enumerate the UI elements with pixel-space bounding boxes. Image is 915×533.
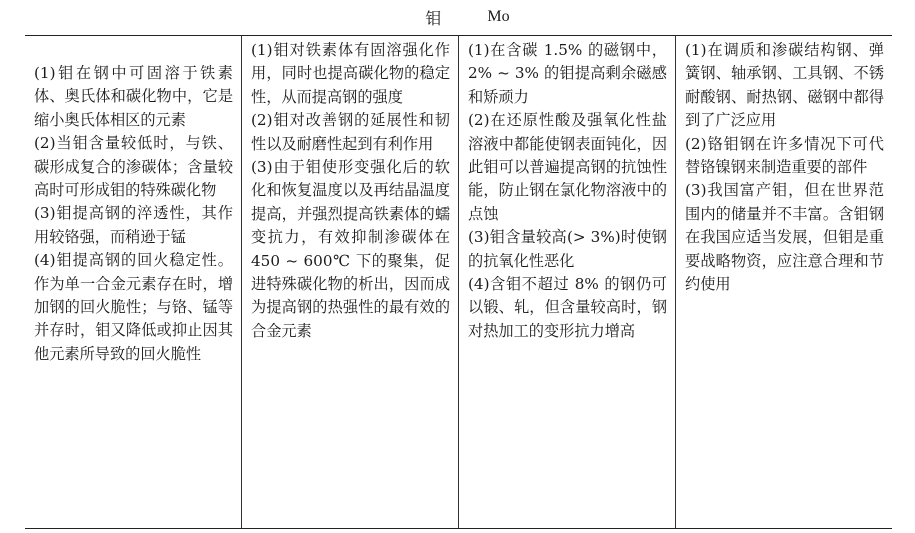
column-metallurgical-behavior [25, 36, 241, 528]
paragraph: (3)我国富产钼，但在世界范围内的储量并不丰富。含钼钢在我国应适当发展，但钼是重要战略物资，应注意合理和节约使用 [685, 181, 884, 294]
paragraph: (2)当钼含量较低时，与铁、碳形成复合的渗碳体；含量较高时可形成钼的特殊碳化物 [34, 134, 233, 200]
element-symbol: Mo [487, 8, 510, 25]
paragraph: (4)含钼不超过 8% 的钢仍可以锻、轧，但含量较高时，钢对热加工的变形抗力增高 [468, 275, 667, 340]
column-applications [675, 36, 892, 528]
paragraph: (1)在含碳 1.5% 的磁钢中，2% ~ 3% 的钼提高剩余磁感和矫顽力 [468, 41, 667, 106]
paragraph: (1)钼对铁素体有固溶强化作用，同时也提高碳化物的稳定性，从而提高钢的强度 [251, 41, 450, 106]
paragraph: (3)钼含量较高(> 3%)时使钢的抗氧化性恶化 [468, 228, 667, 270]
element-name: 钼 [425, 8, 442, 28]
column-mechanical-effects [241, 36, 458, 528]
column-physical-chemical-effects [458, 36, 675, 528]
table-title [0, 4, 915, 30]
paragraph: (2)铬钼钢在许多情况下可代替铬镍钢来制造重要的部件 [685, 134, 884, 177]
paragraph: (3)由于钼使形变强化后的软化和恢复温度以及再结晶温度提高，并强烈提高铁素体的蠕变抗力，有效抑制渗碳体在 450 ~ 600℃ 下的聚集，促进特殊碳化物的析出，因而成为提高钢的热强性的最有效的合金元素 [251, 158, 450, 340]
paragraph: (1)钼在钢中可固溶于铁素体、奥氏体和碳化物中，它是缩小奥氏体相区的元素 [34, 64, 233, 129]
paragraph: (4)钼提高钢的回火稳定性。作为单一合金元素存在时，增加钢的回火脆性；与铬、锰等并存时，钼又降低或抑止因其他元素所导致的回火脆性 [34, 251, 233, 363]
paragraph: (1)在调质和渗碳结构钢、弹簧钢、轴承钢、工具钢、不锈耐酸钢、耐热钢、磁钢中都得到了广泛应用 [685, 41, 884, 130]
paragraph: (2)在还原性酸及强氧化性盐溶液中都能使钢表面钝化，因此钼可以普遍提高钢的抗蚀性能，防止钢在氯化物溶液中的点蚀 [468, 111, 667, 223]
paragraph: (2)钼对改善钢的延展性和韧性以及耐磨性起到有利作用 [251, 111, 450, 153]
properties-table [25, 35, 892, 529]
paragraph: (3)钼提高钢的淬透性，其作用较铬强，而稍逊于锰 [34, 204, 233, 246]
